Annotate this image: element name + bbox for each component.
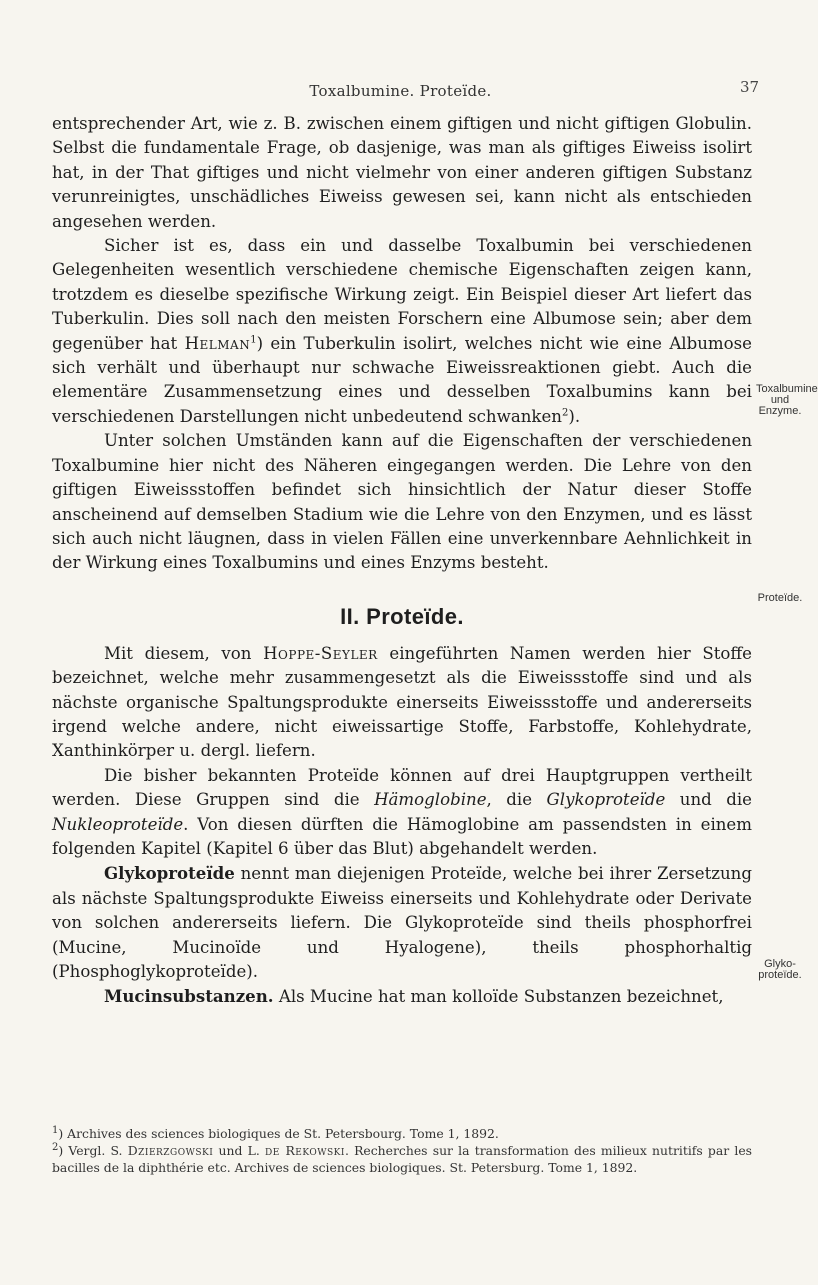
footnote-1-mark: 1 <box>52 1124 59 1136</box>
paragraph-5-text-c: und die <box>665 790 752 810</box>
footnote-ref-2[interactable]: 2 <box>561 407 569 419</box>
footnote-2-text-a: ) Vergl. S. <box>58 1143 128 1158</box>
footnotes <box>52 1125 752 1176</box>
running-title: Toxalbumine. Proteïde. <box>309 82 492 100</box>
page-number: 37 <box>740 78 760 96</box>
paragraph-4 <box>52 642 752 764</box>
margin-note-glyko-line1: Glyko- <box>764 958 796 970</box>
paragraph-2-text-c: ). <box>568 406 581 426</box>
margin-note-toxalbumine-line2: und Enzyme. <box>758 394 802 417</box>
section-heading: II. Proteïde. <box>340 603 464 629</box>
paragraph-4-text-a: Mit diesem, von <box>104 643 264 663</box>
margin-note-glyko-line2: proteïde. <box>758 969 802 981</box>
term-haemoglobine: Hämoglobine <box>374 790 487 810</box>
paragraph-5-text-b: , die <box>486 790 547 810</box>
term-glykoproteide-bold: Glykoproteïde <box>104 863 235 884</box>
paragraph-3: Unter solchen Umständen kann auf die Eigenschaften der verschiedenen Toxalbumine hier nicht des Näheren eingegangen werden. Die Lehre von den giftigen Eiweissstoffen befindet sich hinsichtlich der Natur dieser Stoffe anscheinend auf demselben Stadium wie die Lehre von den Enzymen, und es lässt sich auch nicht läugnen, dass in vielen Fällen eine unverkennbare Aehnlichkeit in der Wirkung eines Toxalbumins und eines Enzyms besteht. <box>52 431 752 573</box>
term-nukleoproteide: Nukleoproteïde <box>52 814 184 834</box>
author-name-hoppe-seyler: Hoppe-Seyler <box>263 643 378 663</box>
paragraph-4-text-b: eingeführten Namen werden hier Stoffe bezeichnet, welche mehr zusammengesetzt als die Eiweissstoffe sind und als nächste organische Spaltungsprodukte einerseits Eiweissstoffe und andererseits irgend welche andere, nicht eiweissartige Stoffe, Farbstoffe, Kohlehydrate, Xanthinkörper u. dergl. liefern. <box>52 643 752 761</box>
footnote-2-mark: 2 <box>52 1141 59 1153</box>
author-name-dzierzgowski: Dzierzgowski <box>127 1143 214 1158</box>
paragraph-5-text-d: . Von diesen dürften die Hämoglobine am passendsten in einem folgenden Kapitel (Kapitel 6 über das Blut) abgehandelt werden. <box>52 814 752 858</box>
paragraph-2-text-a: Sicher ist es, dass ein und dasselbe Toxalbumin bei verschiedenen Gelegenheiten wesentlich verschiedene chemische Eigenschaften zeigen kann, trotzdem es dieselbe spezifische Wirkung zeigt. Ein Beispiel dieser Art liefert das Tuberkulin. Dies soll nach den meisten Forschern eine Albumose sein; aber dem gegenüber hat <box>52 236 752 353</box>
paragraph-6-text: nennt man diejenigen Proteïde, welche bei ihrer Zersetzung als nächste Spaltungsprodukte Eiweiss einerseits und Kohlehydrate oder Derivate von solchen andererseits liefern. Die Glykoproteïde sind theils phosphorfrei (Mucine, Mucinoïde und Hyalogene), theils phosphorhaltig (Phosphoglykoproteïde). <box>52 864 752 981</box>
paragraph-1: entsprechender Art, wie z. B. zwischen einem giftigen und nicht giftigen Globulin. Selbst die fundamentale Frage, ob dasjenige, was man als giftiges Eiweiss isolirt hat, in der That giftiges und nicht vielmehr von einer anderen giftigen Substanz verunreinigtes, unschädliches Eiweiss gewesen sei, kann nicht als entschieden angesehen werden. <box>52 114 752 231</box>
term-mucinsubstanzen: Mucinsubstanzen. <box>104 986 274 1007</box>
footnote-ref-1[interactable]: 1 <box>250 334 257 346</box>
paragraph-7-text: Als Mucine hat man kolloïde Substanzen bezeichnet, <box>273 987 724 1007</box>
footnote-1 <box>52 1125 752 1142</box>
author-name-helman: Helman <box>184 333 251 353</box>
author-name-de-rekowski: de Rekowski <box>264 1143 345 1158</box>
margin-note-toxalbumine <box>756 383 818 417</box>
margin-note-glykoproteide <box>756 959 804 981</box>
term-glykoproteide: Glykoproteïde <box>546 790 666 810</box>
paragraph-5-text-a: Die bisher bekannten Proteïde können auf drei Hauptgruppen vertheilt werden. Diese Gruppen sind die <box>52 765 752 810</box>
margin-note-toxalbumine-line1: Toxalbumine <box>756 383 818 395</box>
footnote-2-text-b: und L. <box>213 1143 265 1158</box>
paragraph-6 <box>52 861 752 984</box>
margin-note-proteide: Proteïde. <box>757 592 803 604</box>
body-text <box>52 112 752 1010</box>
footnote-1-text: ) Archives des sciences biologiques de St. Petersbourg. Tome 1, 1892. <box>58 1126 499 1141</box>
paragraph-2-text-b: ) ein Tuberkulin isolirt, welches nicht wie eine Albumose sich verhält und überhaupt nur schwache Eiweissreaktionen giebt. Auch die elementäre Zusammensetzung eines und desselben Toxalbumins kann bei verschiedenen Darstellungen nicht unbedeutend schwanken <box>52 333 752 426</box>
paragraph-7 <box>52 984 752 1009</box>
footnote-2 <box>52 1142 752 1176</box>
footnote-2-text-c: . Recherches sur la transformation des milieux nutritifs par les bacilles de la diphthérie etc. Archives de sciences biologiques. St. Petersburg. Tome 1, 1892. <box>52 1143 753 1175</box>
paragraph-5 <box>52 764 752 862</box>
paragraph-2 <box>52 234 752 429</box>
